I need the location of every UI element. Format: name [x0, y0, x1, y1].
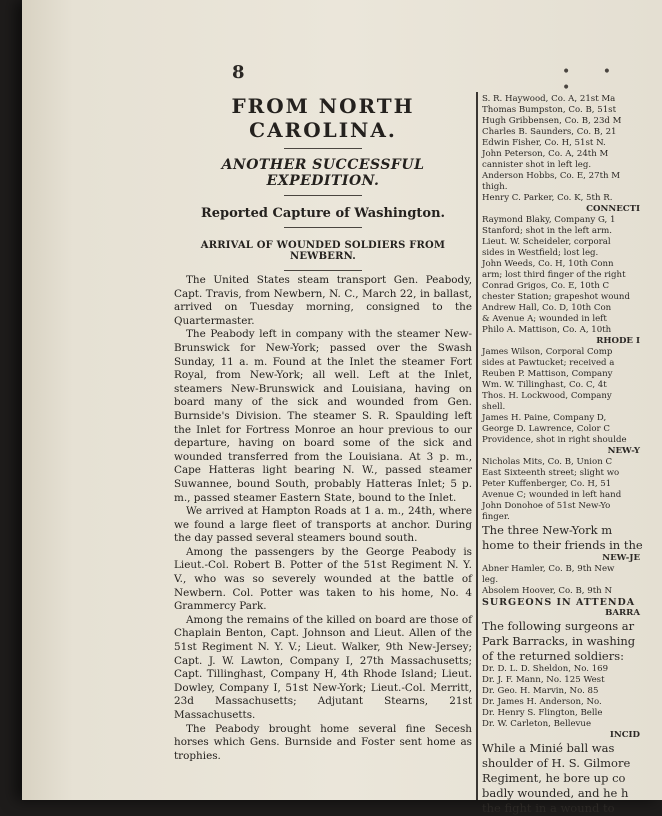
- main-article: [174, 88, 472, 800]
- article-headline: FROM NORTH CAROLINA.: [231, 94, 415, 142]
- right-column-line: While a Minié ball was: [482, 741, 615, 755]
- right-column-line: chester Station; grapeshot wound: [482, 292, 630, 302]
- right-column-line: Dr. D. L. D. Sheldon, No. 169: [482, 664, 609, 674]
- right-column-line: The three New-York m: [482, 523, 613, 537]
- right-column-line: badly wounded, and he h: [482, 786, 629, 800]
- right-column-line: shell.: [482, 402, 506, 412]
- article-paragraph: The Peabody left in company with the steamer New-Brunswick for New-York; passed over the Swash Sunday, 11 a. m. Found at the Inlet the steamer Fort Royal, from New-York; all well. Left at the Inlet, steamers New-Brunswick and Louisiana, having on board many of the sick and wounded from Gen. Burnside's Division. The steamer S. R. Spaulding left the Inlet for Fortress Monroe an hour previous to our departure, having on board some of the sick and wounded transferred from the Louisiana. At 3 p. m., Cape Hatteras light bearing N. W., passed steamer Suwannee, bound South, probably Hatteras Inlet; 5 p. m., passed steamer Eastern State, bound to the Inlet.: [174, 328, 472, 504]
- right-column-line: Dr. Geo. H. Marvin, No. 85: [482, 686, 599, 696]
- right-column-line: shoulder of H. S. Gilmore: [482, 756, 631, 770]
- right-column-line: CONNECTI: [586, 204, 640, 214]
- subhead-rule: [284, 270, 362, 271]
- right-column-line: John Donohoe of 51st New-Yo: [482, 501, 611, 511]
- right-column-line: Dr. W. Carleton, Bellevue: [482, 719, 592, 729]
- right-column-line: leg.: [482, 575, 499, 585]
- right-column-line: George D. Lawrence, Color C: [482, 424, 610, 434]
- right-column-line: Avenue C; wounded in left hand: [482, 490, 622, 500]
- right-column-line: Dr. J. F. Mann, No. 125 West: [482, 675, 605, 685]
- right-column-line: Conrad Grigos, Co. E, 10th C: [482, 281, 610, 291]
- right-column-line: John Peterson, Co. A, 24th M: [482, 149, 609, 159]
- article-paragraph: We arrived at Hampton Roads at 1 a. m., 24th, where we found a large fleet of transports at anchor. During the day passed several steamers bound south.: [174, 505, 472, 545]
- right-column-line: East Sixteenth street; slight wo: [482, 468, 620, 478]
- right-column-line: Charles B. Saunders, Co. B, 21: [482, 127, 617, 137]
- right-column-line: John Weeds, Co. H, 10th Conn: [482, 259, 614, 269]
- right-column-line: Thos. H. Lockwood, Company: [482, 391, 612, 401]
- right-column-line: Lieut. W. Scheideler, corporal: [482, 237, 611, 247]
- article-paragraph: The United States steam transport Gen. Peabody, Capt. Travis, from Newbern, N. C., March 22, in ballast, arrived on Tuesday morning, consigned to the Quartermaster.: [174, 274, 472, 327]
- article-subhead-2: Reported Capture of Washington.: [200, 206, 446, 221]
- article-subhead-3: ARRIVAL OF WOUNDED SOLDIERS FROM NEWBERN.: [200, 240, 446, 262]
- right-column-line: Hugh Gribbensen, Co. B, 23d M: [482, 116, 622, 126]
- column-divider: [476, 92, 478, 800]
- right-column-line: Raymond Blaky, Company G, 1: [482, 215, 616, 225]
- right-column-line: & Avenue A; wounded in left: [482, 314, 607, 324]
- right-column-line: Andrew Hall, Co. D, 10th Con: [482, 303, 612, 313]
- right-column-line: Abner Hamler, Co. B, 9th New: [482, 564, 615, 574]
- right-column: [482, 94, 643, 815]
- right-column-line: Dr. James H. Anderson, No.: [482, 697, 602, 707]
- right-column-line: Edwin Fisher, Co. H, 51st N.: [482, 138, 606, 148]
- right-column-line: James Wilson, Corporal Comp: [482, 347, 613, 357]
- subhead-rule: [284, 195, 362, 196]
- right-column-line: Stanford; shot in the left arm.: [482, 226, 613, 236]
- right-column-line: NEW-JE: [602, 553, 640, 563]
- article-paragraph: Among the passengers by the George Peabody is Lieut.-Col. Robert B. Potter of the 51st Regiment N. Y. V., who was so severely wounded at the battle of Newbern. Col. Potter was taken to his home, No. 4 Grammercy Park.: [174, 545, 472, 613]
- right-column-line: Peter Kuffenberger, Co. H, 51: [482, 479, 612, 489]
- subhead-rule: [284, 227, 362, 228]
- right-column-line: Dr. Henry S. Flington, Belle: [482, 708, 603, 718]
- right-column-line: of the returned soldiers:: [482, 649, 625, 663]
- right-column-line: sides in Westfield; lost leg.: [482, 248, 599, 258]
- right-column-line: Nicholas Mits, Co. B, Union C: [482, 457, 613, 467]
- right-column-line: RHODE I: [596, 336, 640, 346]
- right-column-line: Absolem Hoover, Co. B, 9th N: [482, 586, 612, 596]
- top-marks: • • •: [562, 64, 625, 96]
- article-subhead-1: ANOTHER SUCCESSFUL EXPEDITION.: [221, 157, 425, 189]
- right-column-line: Reuben P. Mattison, Company: [482, 369, 613, 379]
- right-column-line: Regiment, he bore up co: [482, 771, 626, 785]
- right-column-line: cannister shot in left leg.: [482, 160, 592, 170]
- right-column-line: The following surgeons ar: [482, 619, 635, 633]
- right-column-line: arm; lost third finger of the right: [482, 270, 626, 280]
- article-body: [174, 274, 472, 763]
- right-column-line: Providence, shot in right shoulde: [482, 435, 627, 445]
- right-column-line: finger.: [482, 512, 510, 522]
- right-column-line: Henry C. Parker, Co. K, 5th R.: [482, 193, 613, 203]
- article-paragraph: The Peabody brought home several fine Secesh horses which Gens. Burnside and Foster sent home as trophies.: [174, 722, 472, 762]
- right-column-line: sides at Pawtucket; received a: [482, 358, 615, 368]
- right-column-line: Thomas Bumpston, Co. B, 51st: [482, 105, 617, 115]
- right-column-line: INCID: [609, 730, 640, 740]
- right-column-line: BARRA: [605, 608, 640, 618]
- page-number: 8: [232, 62, 245, 83]
- right-column-line: home to their friends in the: [482, 538, 643, 552]
- right-column-line: NEW-Y: [607, 446, 640, 456]
- right-column-line: Wm. W. Tillinghast, Co. C, 4t: [482, 380, 607, 390]
- right-column-line: S. R. Haywood, Co. A, 21st Ma: [482, 94, 616, 104]
- right-column-line: the fight in a wound to: [482, 801, 615, 815]
- right-column-line: Philo A. Mattison, Co. A, 10th: [482, 325, 612, 335]
- right-column-line: Anderson Hobbs, Co. E, 27th M: [482, 171, 621, 181]
- headline-rule: [284, 148, 362, 149]
- right-column-line: James H. Paine, Company D,: [482, 413, 607, 423]
- article-paragraph: Among the remains of the killed on board are those of Chaplain Benton, Capt. Johnson and Lieut. Allen of the 51st Regiment N. Y. V.; Lieut. Walker, 9th New-Jersey; Capt. J. W. Lawton, Company I, 27th Massachusetts; Capt. Tillinghast, Company H, 4th Rhode Island; Lieut. Dowley, Company I, 51st New-York; Lieut.-Col. Merritt, 23d Massachusetts; Adjutant Stearns, 21st Massachusetts.: [174, 613, 472, 721]
- right-column-line: SURGEONS IN ATTENDA: [482, 597, 636, 608]
- right-column-line: Park Barracks, in washing: [482, 634, 636, 648]
- right-column-line: thigh.: [482, 182, 508, 192]
